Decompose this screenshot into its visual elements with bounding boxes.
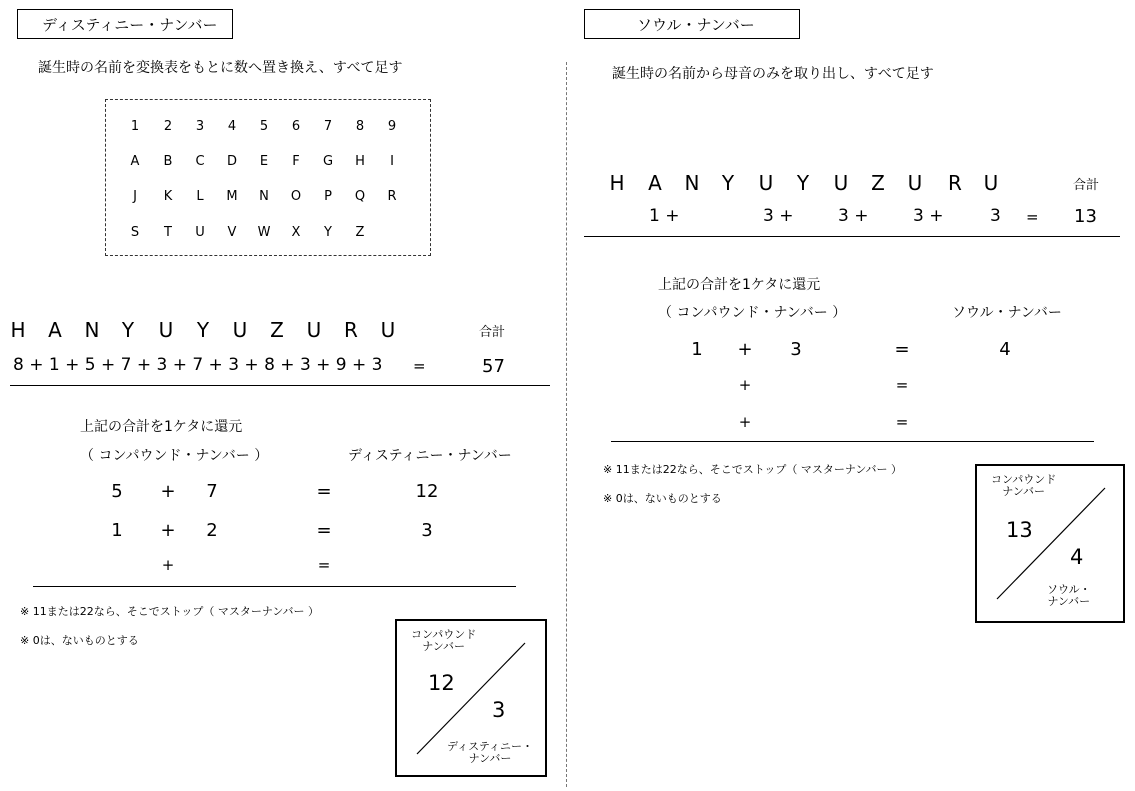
table-cell: 3: [195, 119, 205, 134]
table-cell: F: [292, 154, 300, 169]
soul-reduce-title: 上記の合計を1ケタに還元: [658, 277, 821, 293]
destiny-total: 57: [482, 356, 505, 377]
table-cell: X: [291, 225, 301, 240]
name-letter: Y: [121, 318, 135, 342]
table-cell: S: [130, 225, 140, 240]
name-letter: N: [684, 171, 700, 195]
vowel-value: 1 +: [649, 206, 680, 226]
soul-result-header: ソウル・ナンバー: [952, 305, 1062, 321]
equals-sign: =: [317, 556, 331, 574]
table-cell: A: [130, 154, 140, 169]
destiny-description: 誕生時の名前を変換表をもとに数へ置き換え、すべて足す: [38, 60, 403, 76]
operand-b: 3: [790, 339, 802, 360]
divider: [10, 385, 550, 386]
table-cell: 1: [130, 119, 140, 134]
soul-sum-label: 合計: [1073, 178, 1100, 193]
table-cell: L: [196, 189, 204, 204]
name-letter: U: [907, 171, 923, 195]
name-letter: Y: [796, 171, 810, 195]
destiny-compound-header: （ コンパウンド・ナンバー ）: [80, 448, 269, 464]
box-result-number: 3: [492, 698, 506, 722]
table-cell: 9: [387, 119, 397, 134]
table-cell: 8: [355, 119, 365, 134]
table-cell: P: [324, 189, 332, 204]
column-divider: [566, 62, 567, 787]
operand-a: 5: [111, 481, 123, 502]
soul-note-master: ※ 11または22なら、そこでストップ（ マスターナンバー ）: [603, 463, 903, 476]
vowel-value: 3 +: [913, 206, 944, 226]
operand-a: 1: [691, 339, 703, 360]
equals-sign: =: [316, 481, 332, 502]
table-cell: E: [259, 154, 269, 169]
soul-total: 13: [1074, 206, 1097, 227]
destiny-note-zero: ※ 0は、ないものとする: [20, 634, 139, 647]
name-letter: R: [344, 318, 358, 342]
box-bottom-label: ソウル・ ナンバー: [1047, 583, 1091, 608]
vowel-value: 3 +: [838, 206, 869, 226]
box-bottom-label: ディスティニー・ ナンバー: [447, 740, 534, 765]
reduce-result: 4: [999, 339, 1011, 360]
equals-sign: =: [895, 413, 909, 431]
table-cell: R: [387, 189, 397, 204]
name-letter: U: [833, 171, 849, 195]
plus-sign: +: [160, 481, 176, 502]
vowel-value: 3: [990, 206, 1001, 226]
table-cell: W: [257, 225, 271, 240]
table-cell: Z: [355, 225, 365, 240]
plus-sign: +: [738, 376, 752, 394]
name-letter: Z: [871, 171, 885, 195]
table-cell: T: [164, 225, 172, 240]
box-compound-number: 13: [1006, 518, 1033, 542]
name-letter: Y: [721, 171, 735, 195]
soul-compound-header: （ コンパウンド・ナンバー ）: [658, 305, 847, 321]
name-letter: A: [48, 318, 62, 342]
table-cell: Q: [354, 189, 366, 204]
operand-b: 7: [206, 481, 218, 502]
soul-title: ソウル・ナンバー: [584, 9, 800, 39]
name-letter: U: [758, 171, 774, 195]
reduce-result: 3: [421, 520, 433, 541]
plus-sign: +: [161, 556, 175, 574]
table-cell: 2: [163, 119, 173, 134]
soul-note-zero: ※ 0は、ないものとする: [603, 492, 722, 505]
box-top-label: コンパウンド ナンバー: [991, 473, 1057, 498]
table-cell: O: [290, 189, 302, 204]
divider: [611, 441, 1094, 442]
destiny-note-master: ※ 11または22なら、そこでストップ（ マスターナンバー ）: [20, 605, 320, 618]
table-cell: 5: [259, 119, 269, 134]
table-cell: B: [163, 154, 173, 169]
name-letter: A: [648, 171, 662, 195]
table-cell: D: [226, 154, 237, 169]
name-letter: H: [609, 171, 625, 195]
equals-sign: =: [894, 339, 910, 360]
table-cell: M: [226, 189, 238, 204]
table-cell: 6: [291, 119, 301, 134]
table-cell: I: [390, 154, 394, 169]
name-letter: U: [983, 171, 999, 195]
name-letter: Z: [270, 318, 284, 342]
name-letter: H: [10, 318, 26, 342]
table-cell: 4: [227, 119, 237, 134]
divider: [33, 586, 516, 587]
equals-sign: =: [895, 376, 909, 394]
table-cell: K: [163, 189, 173, 204]
reduce-result: 12: [415, 481, 439, 502]
vowel-value: 3 +: [763, 206, 794, 226]
table-cell: J: [133, 189, 137, 204]
destiny-reduce-title: 上記の合計を1ケタに還元: [80, 419, 243, 435]
name-letter: U: [380, 318, 396, 342]
table-cell: N: [259, 189, 269, 204]
operand-a: 1: [111, 520, 123, 541]
name-letter: Y: [196, 318, 210, 342]
destiny-summary-box: [395, 619, 547, 777]
name-letter: U: [306, 318, 322, 342]
destiny-equation: 8 + 1 + 5 + 7 + 3 + 7 + 3 + 8 + 3 + 9 + 3: [13, 355, 383, 375]
equals-sign: =: [316, 520, 332, 541]
name-letter: U: [232, 318, 248, 342]
table-cell: 7: [323, 119, 333, 134]
table-cell: Y: [324, 225, 332, 240]
destiny-sum-label: 合計: [479, 325, 506, 340]
operand-b: 2: [206, 520, 218, 541]
destiny-title: ディスティニー・ナンバー: [17, 9, 233, 39]
soul-summary-box: [975, 464, 1125, 623]
name-letter: R: [948, 171, 962, 195]
soul-description: 誕生時の名前から母音のみを取り出し、すべて足す: [612, 66, 934, 82]
name-letter: N: [84, 318, 100, 342]
table-cell: V: [227, 225, 237, 240]
table-cell: H: [355, 154, 365, 169]
plus-sign: +: [737, 339, 753, 360]
table-cell: U: [195, 225, 205, 240]
table-cell: G: [322, 154, 334, 169]
divider: [584, 236, 1120, 237]
destiny-result-header: ディスティニー・ナンバー: [348, 448, 512, 464]
box-compound-number: 12: [428, 671, 455, 695]
destiny-equals: =: [413, 357, 426, 375]
box-top-label: コンパウンド ナンバー: [411, 628, 477, 653]
soul-equals: =: [1026, 208, 1039, 226]
table-cell: C: [195, 154, 205, 169]
name-letter: U: [158, 318, 174, 342]
plus-sign: +: [738, 413, 752, 431]
plus-sign: +: [160, 520, 176, 541]
box-result-number: 4: [1070, 545, 1084, 569]
